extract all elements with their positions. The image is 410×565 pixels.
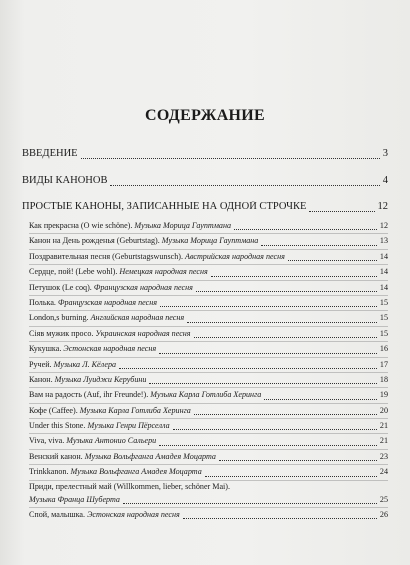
dot-leader	[261, 245, 377, 246]
section-page: 12	[377, 201, 388, 212]
dot-leader	[205, 476, 377, 477]
entry-title: Кофе (Caffee).	[29, 405, 78, 415]
toc-entry	[29, 450, 388, 464]
row-divider	[29, 507, 388, 508]
row-divider	[29, 464, 388, 465]
dot-leader	[81, 158, 380, 159]
entry-title: Полька.	[29, 297, 56, 307]
entry-page: 21	[379, 436, 388, 446]
toc-entry	[29, 465, 388, 479]
entry-author: Английская народная песня	[90, 313, 185, 323]
entry-label	[29, 508, 180, 522]
entry-page: 24	[379, 467, 388, 477]
dot-leader	[196, 291, 377, 292]
row-divider	[29, 341, 388, 342]
entry-page: 15	[379, 297, 388, 307]
row-divider	[29, 295, 388, 296]
entry-author: Австрийская народная песня	[185, 251, 285, 261]
entry-author: Музыка Карла Готлиба Херинга	[150, 390, 262, 400]
dot-leader	[159, 445, 377, 446]
dot-leader	[211, 276, 377, 277]
entry-page: 26	[379, 509, 388, 519]
entry-title: Канон на День рожденья (Geburtstag).	[29, 236, 160, 246]
entry-author: Украинская народная песня	[95, 328, 191, 338]
entry-label	[29, 493, 120, 507]
dot-leader	[288, 260, 377, 261]
entry-page: 19	[379, 390, 388, 400]
entry-title: Вам на радость (Auf, ihr Freunde!).	[29, 390, 149, 400]
dot-leader	[309, 211, 374, 212]
dot-leader	[194, 414, 377, 415]
entry-title: London,s burning.	[29, 313, 89, 323]
dot-leader	[194, 337, 377, 338]
table-of-contents	[22, 144, 388, 522]
entry-page: 12	[379, 221, 388, 230]
entry-title: Канон.	[29, 374, 53, 384]
entry-label	[29, 234, 258, 248]
entry-author: Немецкая народная песня	[119, 267, 208, 277]
entry-author: Музыка Генри Пёрселла	[87, 421, 170, 431]
entry-page: 18	[379, 374, 388, 384]
section-page: 3	[382, 148, 388, 159]
entry-title: Как прекрасна (O wie schöne).	[29, 221, 133, 230]
entry-author: Французская народная песня	[57, 297, 157, 307]
entry-title: Петушок (Le coq).	[29, 282, 92, 292]
toc-entry	[29, 234, 388, 248]
toc-section-simple-canons	[22, 201, 388, 215]
entry-label	[29, 311, 184, 325]
toc-entry	[29, 219, 388, 233]
entry-author: Французская народная песня	[93, 282, 193, 292]
entry-page: 13	[379, 236, 388, 246]
entry-author: Эстонская народная песня	[63, 344, 157, 354]
entry-page: 15	[379, 313, 388, 323]
toc-entry	[29, 358, 388, 372]
entry-label	[29, 296, 157, 310]
entry-author: Музыка Морица Гауптмана	[134, 221, 232, 230]
dot-leader	[187, 322, 377, 323]
toc-entry	[29, 373, 388, 387]
row-divider	[29, 433, 388, 434]
entry-title: Ручей.	[29, 359, 52, 369]
entry-title: Сіяв мужик просо.	[29, 328, 94, 338]
toc-entry	[29, 327, 388, 341]
entry-label	[29, 265, 208, 279]
entry-author: Музыка Антонио Сальери	[66, 436, 157, 446]
entry-page: 16	[379, 344, 388, 354]
entry-author: Музыка Карла Готлиба Херинга	[79, 405, 191, 415]
entry-title: Спой, малышка.	[29, 509, 86, 519]
section-label: ПРОСТЫЕ КАНОНЫ, ЗАПИСАННЫЕ НА ОДНОЙ СТРОЧКЕ	[22, 201, 307, 212]
dot-leader	[173, 429, 377, 430]
toc-entry	[29, 508, 388, 522]
toc-entry	[29, 434, 388, 448]
section-page: 4	[382, 175, 388, 186]
entry-label	[29, 465, 202, 479]
entry-page: 14	[379, 282, 388, 292]
toc-entry-list	[29, 219, 388, 522]
entry-author: Музыка Луиджи Керубини	[54, 374, 147, 384]
row-divider	[29, 264, 388, 265]
row-divider	[29, 449, 388, 450]
entry-page: 14	[379, 267, 388, 277]
toc-entry	[29, 281, 388, 295]
entry-title: Under this Stone.	[29, 421, 86, 431]
toc-entry	[29, 419, 388, 433]
entry-label	[29, 342, 156, 356]
entry-label	[29, 250, 285, 264]
entry-author: Музыка Л. Кёлера	[53, 359, 117, 369]
toc-entry	[29, 311, 388, 325]
row-divider	[29, 233, 388, 234]
entry-label	[29, 388, 261, 402]
entry-page: 20	[379, 405, 388, 415]
entry-author: Музыка Франца Шуберта	[29, 494, 120, 504]
section-label: ВИДЫ КАНОНОВ	[22, 175, 108, 186]
entry-title: Trinkkanon.	[29, 467, 69, 477]
toc-entry	[29, 342, 388, 356]
entry-page: 25	[379, 494, 388, 504]
entry-author: Эстонская народная песня	[87, 509, 180, 519]
entry-second-line	[29, 493, 388, 507]
entry-title: Поздравительная песня (Geburtstagswunsch).	[29, 251, 183, 261]
entry-author: Музыка Вольфганга Амадея Моцарта	[84, 451, 216, 461]
row-divider	[29, 357, 388, 358]
section-label: ВВЕДЕНИЕ	[22, 148, 78, 159]
row-divider	[29, 387, 388, 388]
entry-label	[29, 419, 170, 433]
dot-leader	[160, 306, 377, 307]
entry-label	[29, 373, 146, 387]
dot-leader	[234, 229, 377, 230]
entry-page: 15	[379, 328, 388, 338]
toc-section-introduction	[22, 148, 388, 162]
row-divider	[29, 480, 388, 481]
dot-leader	[183, 518, 377, 519]
entry-title: Кукушка.	[29, 344, 62, 354]
entry-title: Сердце, пой! (Lebe wohl).	[29, 267, 118, 277]
toc-entry	[29, 265, 388, 279]
dot-leader	[119, 368, 377, 369]
entry-label	[29, 358, 116, 372]
dot-leader	[219, 460, 377, 461]
entry-page: 21	[379, 421, 388, 431]
entry-label	[29, 327, 191, 341]
dot-leader	[159, 353, 377, 354]
toc-entry	[29, 388, 388, 402]
row-divider	[29, 372, 388, 373]
dot-leader	[123, 503, 377, 504]
toc-entry	[29, 296, 388, 310]
entry-title: Венский канон.	[29, 451, 83, 461]
entry-page: 23	[379, 451, 388, 461]
row-divider	[29, 310, 388, 311]
toc-entry	[29, 250, 388, 264]
entry-page: 14	[379, 251, 388, 261]
page-title: СОДЕРЖАНИЕ	[144, 107, 266, 124]
dot-leader	[264, 399, 377, 400]
row-divider	[29, 403, 388, 404]
entry-label	[29, 404, 191, 418]
entry-title: Приди, прелестный май (Willkommen, lieber, schöner Mai).	[29, 481, 231, 491]
entry-page: 17	[379, 359, 388, 369]
row-divider	[29, 326, 388, 327]
entry-author: Музыка Вольфганга Амадея Моцарта	[70, 467, 202, 477]
dot-leader	[149, 383, 376, 384]
entry-author: Музыка Морица Гауптмана	[161, 236, 259, 246]
toc-entry-multiline	[29, 481, 388, 507]
row-divider	[29, 418, 388, 419]
entry-label	[29, 450, 216, 464]
row-divider	[29, 280, 388, 281]
toc-section-canon-types	[22, 175, 388, 189]
entry-label	[29, 281, 193, 295]
entry-label	[29, 219, 231, 233]
row-divider	[29, 249, 388, 250]
toc-entry	[29, 404, 388, 418]
entry-title: Viva, viva.	[29, 436, 65, 446]
entry-label	[29, 434, 156, 448]
dot-leader	[110, 185, 379, 186]
